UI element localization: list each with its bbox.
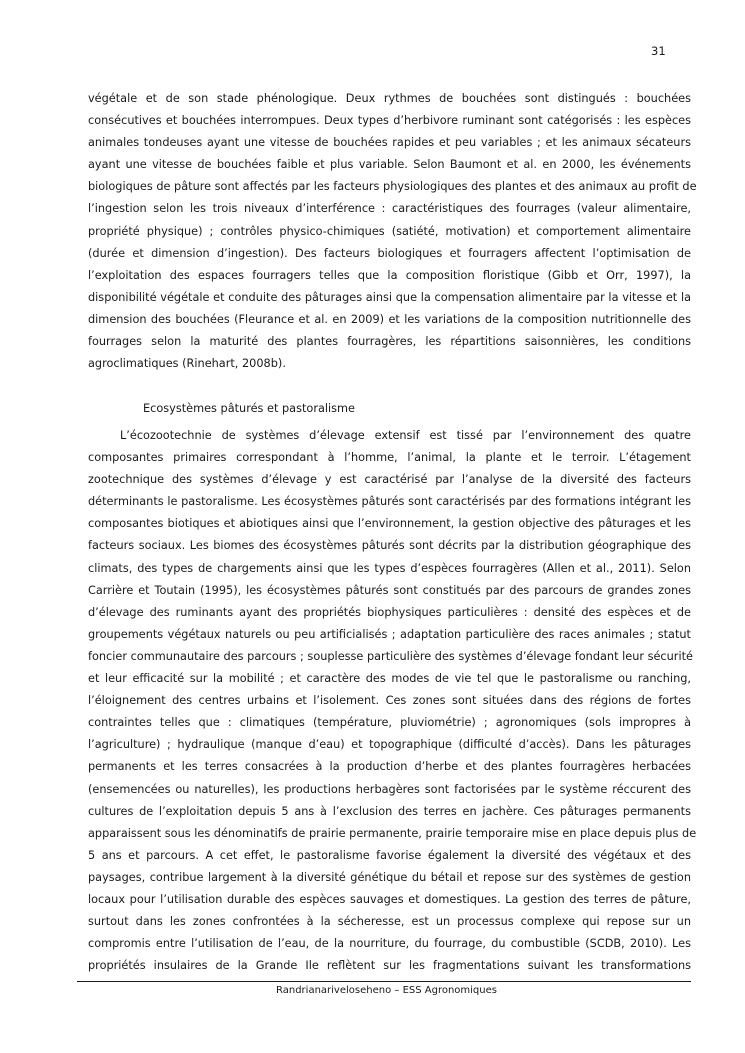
text-line: déterminants le pastoralisme. Les écosystèmes pâturés sont caractérisés par des formations intégrant les (88, 495, 691, 509)
text-line: cultures de l’exploitation depuis 5 ans à l’exclusion des terres en jachère. Ces pâturages permanents (88, 804, 691, 818)
section-heading: Ecosystèmes pâturés et pastoralisme (143, 402, 356, 415)
text-line: et leur efficacité sur la mobilité ; et caractère des modes de vie tel que le pastoralisme ou ranching, (88, 672, 691, 686)
footer-author: Randrianariveloseheno – ESS Agronomiques (276, 985, 497, 996)
text-line: animales tondeuses ayant une vitesse de bouchées rapides et peu variables ; et les animaux sécateurs (88, 136, 691, 150)
text-line: l’éloignement des centres urbains et l’isolement. Ces zones sont situées dans des régions de fortes (88, 694, 691, 708)
text-line: (ensemencées ou naturelles), les productions herbagères sont factorisées par le système réccurent des (88, 782, 691, 796)
paragraph-2 (88, 425, 697, 977)
text-line: végétale et de son stade phénologique. Deux rythmes de bouchées sont distingués : bouchées (88, 92, 691, 105)
text-line: d’élevage des ruminants ayant des propriétés biophysiques particulières : densité des espèces et de (88, 605, 691, 619)
text-line: groupements végétaux naturels ou peu artificialisés ; adaptation particulière des races animales ; statut (88, 627, 691, 641)
text-line: composantes primaires correspondant à l’homme, l’animal, la plante et le terroir. L’étagement (88, 451, 691, 465)
text-line: apparaissent sous les dénominatifs de prairie permanente, prairie temporaire mise en place depuis plus de (88, 826, 697, 840)
page-number: 31 (651, 44, 666, 58)
text-line: propriétés insulaires de la Grande Ile reflètent sur les fragmentations suivant les transformations (88, 959, 691, 973)
text-line: permanents et les terres consacrées à la production d’herbe et des plantes fourragères herbacées (88, 760, 691, 774)
text-line: dimension des bouchées (Fleurance et al. en 2009) et les variations de la composition nutritionnelle des (88, 312, 691, 326)
text-line: propriété physique) ; contrôles physico-chimiques (satiété, motivation) et comportement alimentaire (88, 224, 691, 238)
text-line: L’écozootechnie de systèmes d’élevage extensif est tissé par l’environnement des quatre (120, 429, 691, 442)
text-line: agroclimatiques (Rinehart, 2008b). (88, 357, 286, 371)
text-line: l’ingestion selon les trois niveaux d’interférence : caractéristiques des fourrages (valeur alimentaire, (88, 202, 691, 216)
text-line: l’exploitation des espaces fourragers telles que la composition floristique (Gibb et Orr, 1997), la (88, 268, 691, 282)
text-line: disponibilité végétale et conduite des pâturages ainsi que la compensation alimentaire par la vitesse et la (88, 290, 691, 304)
text-line: ayant une vitesse de bouchées faible et plus variable. Selon Baumont et al. en 2000, les événements (88, 158, 691, 172)
text-line: climats, des types de chargements ainsi que les types d’espèces fourragères (Allen et al., 2011). Selon (88, 561, 691, 575)
text-line: biologiques de pâture sont affectés par les facteurs physiologiques des plantes et des animaux au profit de (88, 180, 697, 194)
text-line: zootechnique des systèmes d’élevage y est caractérisé par l’analyse de la diversité des facteurs (88, 473, 691, 487)
text-line: surtout dans les zones confrontées à la sécheresse, est un processus complexe qui repose sur un (88, 915, 691, 929)
text-line: facteurs sociaux. Les biomes des écosystèmes pâturés sont décrits par la distribution géographique des (88, 539, 691, 553)
text-line: (durée et dimension d’ingestion). Des facteurs biologiques et fourragers affectent l’optimisation de (88, 246, 691, 260)
text-line: paysages, contribue largement à la diversité génétique du bétail et repose sur des systèmes de gestion (88, 870, 691, 884)
text-line: fourrages selon la maturité des plantes fourragères, les répartitions saisonnières, les conditions (88, 335, 691, 349)
text-line: foncier communautaire des parcours ; souplesse particulière des systèmes d’élevage fondant leur sécurité (88, 649, 693, 663)
paragraph-1 (88, 88, 697, 375)
text-line: Carrière et Toutain (1995), les écosystèmes pâturés sont constitués par des parcours de grandes zones (88, 583, 691, 597)
text-line: compromis entre l’utilisation de l’eau, de la nourriture, du fourrage, du combustible (SCDB, 2010). Les (88, 937, 691, 951)
footer-divider (77, 981, 691, 982)
text-line: composantes biotiques et abiotiques ainsi que l’environnement, la gestion objective des pâturages et les (88, 517, 691, 531)
text-line: l’agriculture) ; hydraulique (manque d’eau) et topographique (difficulté d’accès). Dans les pâturages (88, 738, 691, 752)
text-line: locaux pour l’utilisation durable des espèces sauvages et domestiques. La gestion des terres de pâture, (88, 892, 691, 906)
text-line: consécutives et bouchées interrompues. Deux types d’herbivore ruminant sont catégorisés : les espèces (88, 114, 691, 128)
text-line: contraintes telles que : climatiques (température, pluviométrie) ; agronomiques (sols impropres à (88, 716, 691, 730)
text-line: 5 ans et parcours. A cet effet, le pastoralisme favorise également la diversité des végétaux et des (88, 848, 691, 862)
